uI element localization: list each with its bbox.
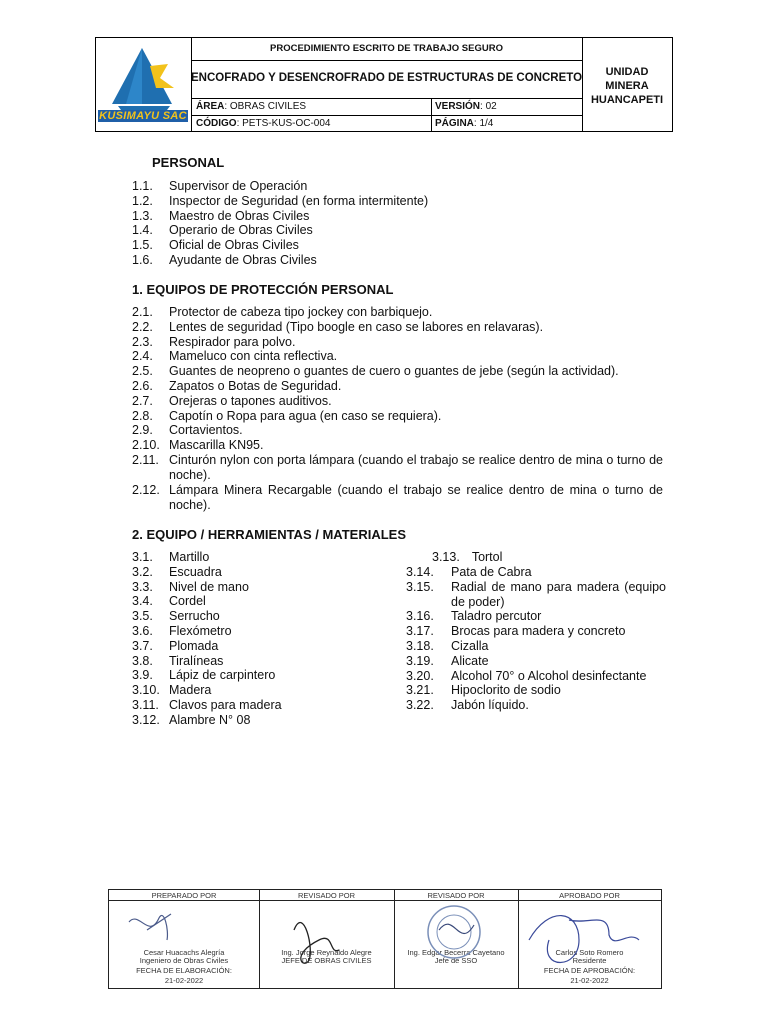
list-item-text: Protector de cabeza tipo jockey con barbiquejo. (169, 305, 433, 319)
list-item-text: Maestro de Obras Civiles (169, 208, 310, 223)
signature-name: Ing. Edgar Becerra Cayetano (407, 948, 505, 957)
list-item-number: 3.1. (132, 550, 153, 564)
signature-date-label: FECHA DE APROBACIÓN: (543, 966, 636, 975)
list-item-text: Orejeras o tapones auditivos. (169, 393, 332, 408)
list-item-number: 3.21. (406, 683, 434, 698)
list-item-number: 1.2. (132, 193, 153, 208)
section-tools-title: 2. EQUIPO / HERRAMIENTAS / MATERIALES (132, 527, 406, 542)
list-item-text: Plomada (169, 638, 219, 653)
list-item-number: 2.5. (132, 364, 153, 379)
list-item-text: Martillo (169, 550, 210, 564)
list-item-number: 3.2. (132, 564, 153, 579)
signature-head: REVISADO POR (427, 891, 485, 900)
list-item-text: Taladro percutor (451, 609, 542, 624)
list-item-number: 2.1. (132, 305, 153, 319)
signature-head: APROBADO POR (559, 891, 620, 900)
list-item-text: Pata de Cabra (451, 565, 532, 579)
area-field: ÁREA: OBRAS CIVILES (196, 101, 307, 112)
list-item-number: 1.6. (132, 253, 153, 267)
list-item-text: Lentes de seguridad (Tipo boogle en caso se labores en relavaras). (169, 319, 544, 334)
list-item-text: Capotín o Ropa para agua (en caso se requiera). (169, 408, 442, 423)
version-field: VERSIÓN: 02 (435, 101, 497, 112)
list-item-number: 3.18. (406, 639, 434, 653)
list-item-number: 1.1. (132, 179, 153, 193)
list-item-text: Cizalla (451, 639, 489, 653)
list-item-number: 2.2. (132, 319, 153, 334)
list-item-text: Guantes de neopreno o guantes de cuero o guantes de jebe (según la actividad). (169, 364, 619, 379)
signature-role: JEFE DE OBRAS CIVILES (281, 956, 372, 965)
list-item-text: Nivel de mano (169, 579, 249, 594)
list-item-text: Cordel (169, 594, 206, 609)
list-item-number: 2.7. (132, 393, 153, 408)
list-item-number: 3.13. (432, 550, 460, 564)
list-item-number: 3.10. (132, 683, 160, 698)
list-item-text: Mascarilla KN95. (169, 438, 264, 453)
list-item-text: Jabón líquido. (451, 698, 529, 713)
list-item (432, 550, 502, 565)
company-name: KUSIMAYU SAC (99, 110, 187, 122)
list-item-number: 3.19. (406, 653, 434, 668)
unit-name: UNIDAD MINERA HUANCAPETI (590, 66, 664, 106)
list-item-number: 3.16. (406, 609, 434, 624)
signature-role: Ingeniero de Obras Civiles (139, 956, 229, 965)
procedure-title: PROCEDIMIENTO ESCRITO DE TRABAJO SEGURO (270, 43, 503, 54)
list-item-text: Tiralíneas (169, 653, 224, 668)
signature-date: 21-02-2022 (164, 976, 204, 985)
list-item-text: Cortavientos. (169, 423, 243, 438)
list-item-text: Hipoclorito de sodio (451, 683, 561, 698)
list-item-text: Madera (169, 683, 212, 698)
list-item-text: Zapatos o Botas de Seguridad. (169, 379, 342, 393)
list-item-text: Lámpara Minera Recargable (cuando el trabajo se realice dentro de mina o turno de noche). (169, 482, 663, 512)
list-item-text: Brocas para madera y concreto (451, 624, 626, 639)
signature-role: Residente (572, 956, 607, 965)
signature-name: Cesar Huacachs Alegría (143, 948, 225, 957)
code-field: CÓDIGO: PETS-KUS-OC-004 (196, 118, 331, 129)
list-item-number: 3.22. (406, 698, 434, 713)
document-header (95, 37, 673, 132)
list-item-text: Ayudante de Obras Civiles (169, 253, 317, 267)
list-item-text: Operario de Obras Civiles (169, 223, 313, 238)
signature-date: 21-02-2022 (570, 976, 609, 985)
list-item-text: Inspector de Seguridad (en forma intermitente) (169, 193, 429, 208)
signature-block (108, 889, 662, 989)
list-item-text: Tortol (471, 550, 503, 564)
list-item-number: 3.6. (132, 624, 153, 638)
list-item-number: 3.12. (132, 712, 160, 727)
signature-name: Carlos Soto Romero (555, 948, 624, 957)
list-item-number: 2.11. (132, 453, 159, 467)
signature-date-label: FECHA DE ELABORACIÓN: (136, 966, 232, 975)
list-item-number: 3.15. (406, 579, 434, 594)
list-item-text: Alicate (451, 653, 489, 668)
list-item-number: 2.3. (132, 334, 153, 349)
signature-role: Jefe de SSO (434, 956, 478, 965)
section-personal-title: PERSONAL (152, 155, 225, 170)
list-item-number: 3.4. (132, 594, 153, 609)
list-item-number: 3.14. (406, 565, 434, 579)
list-item-number: 3.20. (406, 668, 434, 683)
list-item-text: Flexómetro (169, 624, 232, 638)
list-item-text: Alambre N° 08 (169, 712, 251, 727)
document-title: ENCOFRADO Y DESENCROFRADO DE ESTRUCTURAS DE CONCRETO (191, 72, 583, 84)
list-item-text: Respirador para polvo. (169, 334, 296, 349)
signature-scribbles (109, 900, 661, 988)
list-item-text: Supervisor de Operación (169, 179, 308, 193)
list-item-number: 3.11. (132, 698, 159, 712)
list-item-number: 3.3. (132, 579, 153, 594)
list-item-number: 2.8. (132, 408, 153, 423)
signature-head: REVISADO POR (297, 891, 356, 900)
list-item-number: 3.17. (406, 624, 434, 639)
list-item-text: Serrucho (169, 609, 220, 624)
list-item-text: Alcohol 70° o Alcohol desinfectante (451, 668, 647, 683)
list-item-number: 3.7. (132, 638, 153, 653)
list-item-number: 1.3. (132, 208, 153, 223)
list-item-text: Radial de mano para madera (equipo de poder) (451, 579, 666, 609)
signature-head: PREPARADO POR (151, 891, 217, 900)
page-field: PÁGINA: 1/4 (435, 118, 494, 129)
list-item-number: 2.4. (132, 349, 153, 364)
list-item-text: Lápiz de carpintero (169, 668, 276, 683)
list-item-number: 3.9. (132, 668, 153, 683)
list-item-number: 1.4. (132, 223, 153, 238)
list-item-number: 2.9. (132, 423, 153, 438)
list-item-number: 2.12. (132, 482, 160, 497)
list-item-number: 2.10. (132, 438, 160, 453)
list-item-text: Escuadra (169, 564, 222, 579)
list-item-text: Cinturón nylon con porta lámpara (cuando el trabajo se realice dentro de mina o turno de noche). (169, 453, 663, 482)
list-item-number: 3.8. (132, 653, 153, 668)
list-item-number: 1.5. (132, 238, 153, 253)
list-item-number: 2.6. (132, 379, 153, 393)
list-item-number: 3.5. (132, 609, 153, 624)
section-epp-title: 1. EQUIPOS DE PROTECCIÓN PERSONAL (132, 282, 394, 297)
list-item-text: Oficial de Obras Civiles (169, 238, 299, 253)
list-item-text: Clavos para madera (169, 698, 282, 712)
list-item-text: Mameluco con cinta reflectiva. (169, 349, 338, 364)
company-logo (98, 44, 188, 128)
signature-name: Ing. Jorge Reynaldo Alegre (281, 948, 372, 957)
